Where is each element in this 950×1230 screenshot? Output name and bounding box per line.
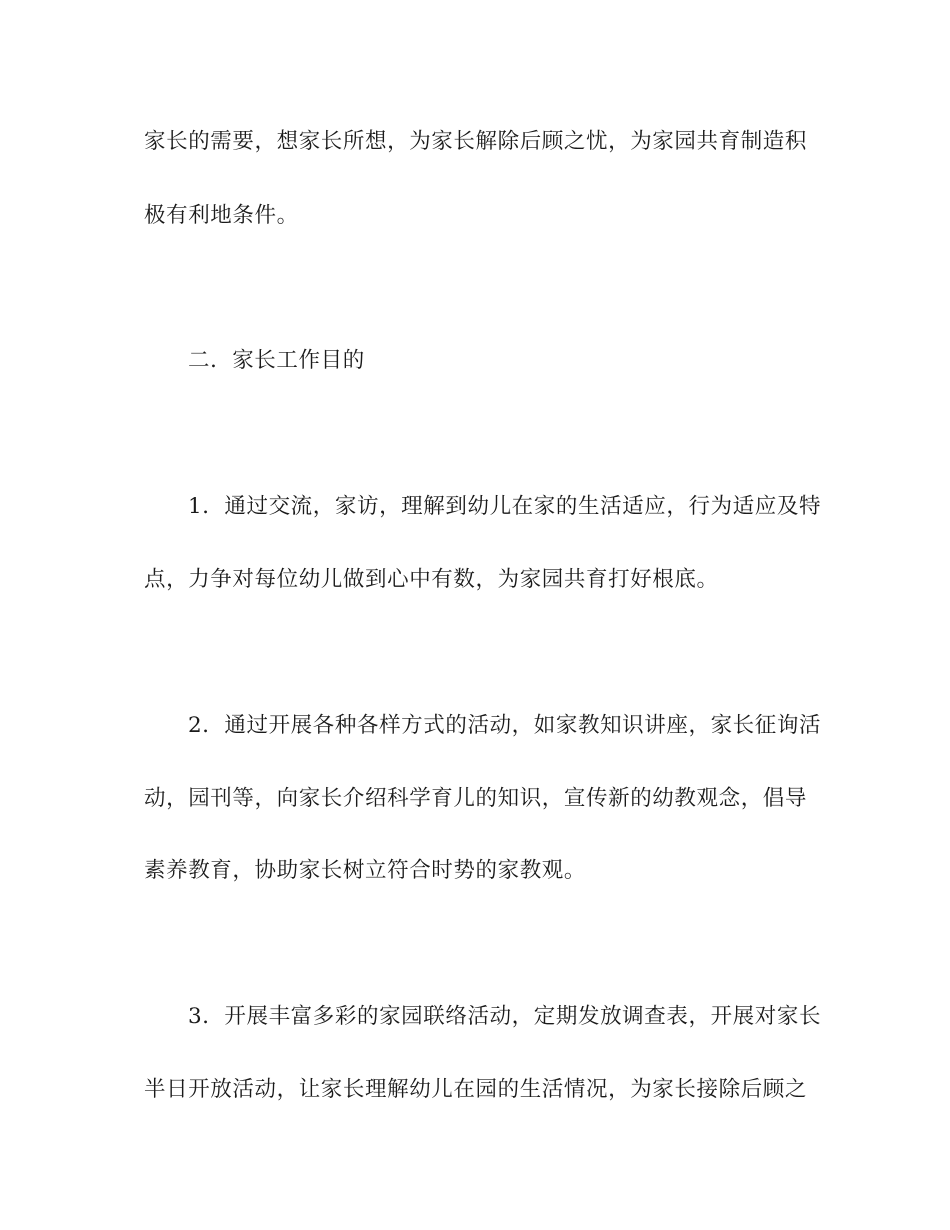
item-1-line-2: 点，力争对每位幼儿做到心中有数，为家园共育打好根底。 bbox=[144, 567, 719, 592]
section-heading: 二．家长工作目的 bbox=[188, 348, 365, 373]
paragraph-intro-line-2: 极有利地条件。 bbox=[144, 203, 299, 228]
paragraph-intro-line-1: 家长的需要，想家长所想，为家长解除后顾之忧，为家园共育制造积 bbox=[144, 129, 808, 154]
item-3-line-1: 3．开展丰富多彩的家园联络活动，定期发放调查表，开展对家长 bbox=[188, 1004, 822, 1029]
item-2-line-1: 2．通过开展各种各样方式的活动，如家教知识讲座，家长征询活 bbox=[188, 713, 822, 738]
item-1-line-1: 1．通过交流，家访，理解到幼儿在家的生活适应，行为适应及特 bbox=[188, 494, 822, 519]
item-3-line-2: 半日开放活动，让家长理解幼儿在园的生活情况，为家长接除后顾之 bbox=[144, 1077, 808, 1102]
item-2-line-3: 素养教育，协助家长树立符合时势的家教观。 bbox=[144, 858, 587, 883]
item-2-line-2: 动，园刊等，向家长介绍科学育儿的知识，宣传新的幼教观念，倡导 bbox=[144, 786, 808, 811]
